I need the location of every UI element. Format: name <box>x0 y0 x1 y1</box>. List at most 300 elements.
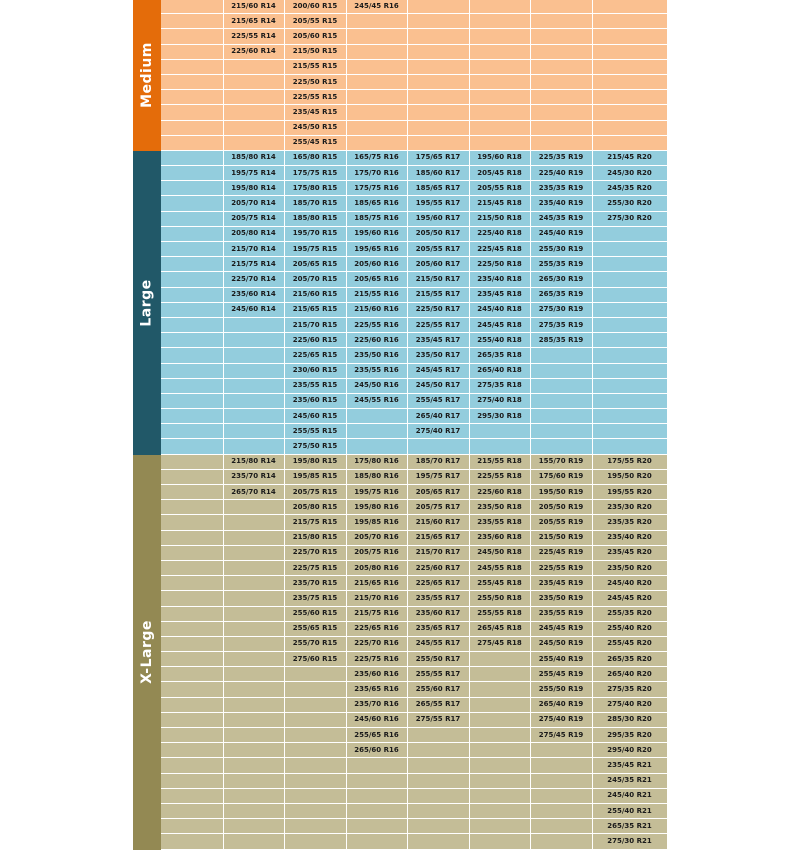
size-cell: 255/45 R20 <box>592 636 667 651</box>
size-cell <box>161 166 223 181</box>
size-cell <box>346 59 407 74</box>
size-cell: 265/35 R21 <box>592 819 667 834</box>
size-cell <box>346 29 407 44</box>
size-cell: 225/70 R15 <box>284 545 346 560</box>
size-cell: 245/40 R18 <box>469 302 530 317</box>
size-cell: 215/75 R15 <box>284 515 346 530</box>
size-cell: 245/60 R16 <box>346 712 407 727</box>
size-cell <box>530 44 592 59</box>
size-cell: 225/55 R18 <box>469 469 530 484</box>
size-cell: 265/35 R20 <box>592 652 667 667</box>
table-row <box>161 29 667 44</box>
size-cell: 195/50 R19 <box>530 485 592 500</box>
size-cell <box>469 697 530 712</box>
size-cell <box>346 424 407 439</box>
size-cell <box>161 636 223 651</box>
size-cell <box>530 348 592 363</box>
size-cell: 235/55 R19 <box>530 606 592 621</box>
size-cell: 235/45 R20 <box>592 545 667 560</box>
size-cell: 235/50 R17 <box>407 348 469 363</box>
size-cell: 205/55 R17 <box>407 242 469 257</box>
size-cell: 235/65 R16 <box>346 682 407 697</box>
table-row <box>161 834 667 849</box>
size-cell: 235/40 R19 <box>530 196 592 211</box>
size-cell <box>530 378 592 393</box>
size-cell <box>161 606 223 621</box>
size-cell: 175/75 R15 <box>284 166 346 181</box>
size-cell <box>284 834 346 849</box>
size-cell <box>161 74 223 89</box>
size-cell <box>592 333 667 348</box>
size-cell: 235/50 R20 <box>592 560 667 575</box>
size-cell <box>161 758 223 773</box>
size-cell <box>161 560 223 575</box>
size-cell <box>161 728 223 743</box>
size-cell: 215/80 R14 <box>223 455 284 470</box>
table-row <box>161 743 667 758</box>
size-cell <box>284 712 346 727</box>
size-cell <box>346 74 407 89</box>
table-row <box>161 196 667 211</box>
size-cell: 245/60 R15 <box>284 409 346 424</box>
size-cell: 275/40 R19 <box>530 712 592 727</box>
table-row <box>161 652 667 667</box>
table-row <box>161 105 667 120</box>
size-cell: 285/35 R19 <box>530 333 592 348</box>
table-row <box>161 0 667 14</box>
size-cell <box>161 485 223 500</box>
size-cell <box>469 424 530 439</box>
size-cell: 245/35 R19 <box>530 211 592 226</box>
size-cell: 245/45 R20 <box>592 591 667 606</box>
size-cell <box>161 545 223 560</box>
size-cell <box>407 788 469 803</box>
size-cell: 245/45 R16 <box>346 0 407 14</box>
size-grid <box>161 455 668 850</box>
size-cell <box>346 773 407 788</box>
size-cell <box>469 819 530 834</box>
size-cell: 215/65 R16 <box>346 576 407 591</box>
size-grid <box>161 151 668 455</box>
size-cell: 195/80 R14 <box>223 181 284 196</box>
size-cell <box>407 728 469 743</box>
size-cell: 235/60 R15 <box>284 393 346 408</box>
size-cell: 165/80 R15 <box>284 151 346 166</box>
size-cell <box>223 530 284 545</box>
size-cell: 255/60 R17 <box>407 682 469 697</box>
size-cell: 215/70 R17 <box>407 545 469 560</box>
size-cell <box>284 773 346 788</box>
size-cell: 285/30 R20 <box>592 712 667 727</box>
size-cell <box>161 393 223 408</box>
table-row <box>161 530 667 545</box>
size-cell <box>223 773 284 788</box>
size-cell: 205/50 R17 <box>407 226 469 241</box>
size-cell <box>530 743 592 758</box>
size-cell: 205/55 R18 <box>469 181 530 196</box>
size-cell: 235/40 R20 <box>592 530 667 545</box>
size-cell <box>469 758 530 773</box>
size-cell: 195/50 R20 <box>592 469 667 484</box>
size-cell <box>161 803 223 818</box>
table-row <box>161 697 667 712</box>
size-cell: 195/75 R16 <box>346 485 407 500</box>
size-cell <box>469 29 530 44</box>
size-cell <box>161 697 223 712</box>
size-cell: 195/75 R15 <box>284 242 346 257</box>
size-cell: 195/55 R17 <box>407 196 469 211</box>
size-cell: 275/40 R18 <box>469 393 530 408</box>
size-cell: 235/60 R18 <box>469 530 530 545</box>
size-cell <box>223 74 284 89</box>
size-cell: 205/65 R15 <box>284 257 346 272</box>
size-cell <box>223 424 284 439</box>
size-cell: 255/55 R18 <box>469 606 530 621</box>
size-cell: 235/35 R20 <box>592 515 667 530</box>
size-cell: 230/60 R15 <box>284 363 346 378</box>
size-cell: 185/80 R14 <box>223 151 284 166</box>
table-row <box>161 378 667 393</box>
size-cell <box>346 409 407 424</box>
size-cell: 225/55 R19 <box>530 560 592 575</box>
table-row <box>161 606 667 621</box>
size-cell <box>161 90 223 105</box>
size-cell <box>161 257 223 272</box>
size-cell: 245/55 R16 <box>346 393 407 408</box>
size-cell <box>530 803 592 818</box>
size-cell: 255/45 R18 <box>469 576 530 591</box>
size-cell: 255/40 R20 <box>592 621 667 636</box>
size-cell <box>592 409 667 424</box>
size-cell: 235/45 R17 <box>407 333 469 348</box>
size-cell: 255/45 R17 <box>407 393 469 408</box>
size-cell <box>592 120 667 135</box>
size-cell <box>469 44 530 59</box>
size-cell: 205/75 R14 <box>223 211 284 226</box>
table-row <box>161 560 667 575</box>
table-row <box>161 545 667 560</box>
size-cell: 225/40 R18 <box>469 226 530 241</box>
size-cell <box>346 758 407 773</box>
size-cell: 245/55 R18 <box>469 560 530 575</box>
size-cell <box>592 317 667 332</box>
table-row <box>161 226 667 241</box>
section-label: X-Large <box>139 620 156 684</box>
size-cell <box>223 591 284 606</box>
size-cell: 215/70 R15 <box>284 317 346 332</box>
size-cell <box>346 803 407 818</box>
size-cell <box>161 743 223 758</box>
size-cell <box>469 788 530 803</box>
size-cell: 215/75 R16 <box>346 606 407 621</box>
size-cell <box>223 621 284 636</box>
size-cell: 255/40 R18 <box>469 333 530 348</box>
size-cell <box>161 333 223 348</box>
table-row <box>161 272 667 287</box>
size-cell: 295/40 R20 <box>592 743 667 758</box>
size-cell <box>161 14 223 29</box>
size-cell <box>223 135 284 150</box>
size-cell <box>592 135 667 150</box>
size-cell: 245/45 R18 <box>469 317 530 332</box>
size-cell: 235/55 R18 <box>469 515 530 530</box>
size-cell <box>161 409 223 424</box>
size-cell <box>407 120 469 135</box>
size-cell: 235/55 R15 <box>284 378 346 393</box>
table-row <box>161 120 667 135</box>
table-row <box>161 302 667 317</box>
size-cell <box>161 469 223 484</box>
size-cell: 215/60 R14 <box>223 0 284 14</box>
size-cell <box>469 59 530 74</box>
size-cell <box>346 819 407 834</box>
size-cell: 275/55 R17 <box>407 712 469 727</box>
size-cell <box>407 803 469 818</box>
size-cell <box>284 803 346 818</box>
table-row <box>161 485 667 500</box>
table-row <box>161 788 667 803</box>
size-cell: 235/30 R20 <box>592 500 667 515</box>
size-cell: 205/80 R15 <box>284 500 346 515</box>
size-cell <box>469 120 530 135</box>
size-cell <box>592 29 667 44</box>
size-cell: 225/50 R17 <box>407 302 469 317</box>
size-cell <box>530 393 592 408</box>
size-cell <box>161 576 223 591</box>
size-cell: 235/60 R16 <box>346 667 407 682</box>
table-row <box>161 44 667 59</box>
table-row <box>161 181 667 196</box>
size-cell: 165/75 R16 <box>346 151 407 166</box>
size-cell: 275/35 R18 <box>469 378 530 393</box>
size-cell <box>161 44 223 59</box>
size-cell <box>469 652 530 667</box>
size-cell <box>161 135 223 150</box>
size-cell <box>469 803 530 818</box>
size-cell: 225/65 R17 <box>407 576 469 591</box>
size-cell <box>530 834 592 849</box>
size-cell: 235/60 R17 <box>407 606 469 621</box>
size-cell: 215/65 R17 <box>407 530 469 545</box>
size-cell <box>346 90 407 105</box>
size-cell <box>407 135 469 150</box>
size-cell: 235/65 R17 <box>407 621 469 636</box>
table-row <box>161 348 667 363</box>
size-cell: 185/75 R16 <box>346 211 407 226</box>
table-row <box>161 682 667 697</box>
size-cell: 185/60 R17 <box>407 166 469 181</box>
size-cell: 235/50 R16 <box>346 348 407 363</box>
table-row <box>161 14 667 29</box>
size-cell: 205/60 R16 <box>346 257 407 272</box>
size-cell <box>223 728 284 743</box>
size-cell <box>161 348 223 363</box>
size-cell <box>592 257 667 272</box>
size-cell <box>407 0 469 14</box>
size-cell: 225/50 R15 <box>284 74 346 89</box>
size-cell <box>346 135 407 150</box>
size-cell <box>592 424 667 439</box>
size-cell <box>223 652 284 667</box>
size-cell <box>407 90 469 105</box>
section-large <box>133 151 667 455</box>
size-cell: 225/60 R16 <box>346 333 407 348</box>
table-row <box>161 393 667 408</box>
size-cell: 185/80 R16 <box>346 469 407 484</box>
size-cell: 195/60 R16 <box>346 226 407 241</box>
size-cell: 255/40 R21 <box>592 803 667 818</box>
section-xlarge <box>133 455 667 850</box>
size-cell <box>161 151 223 166</box>
size-cell: 265/40 R18 <box>469 363 530 378</box>
size-cell <box>223 788 284 803</box>
size-cell: 225/75 R16 <box>346 652 407 667</box>
size-cell <box>284 697 346 712</box>
size-cell <box>592 242 667 257</box>
size-cell <box>284 819 346 834</box>
size-cell: 295/30 R18 <box>469 409 530 424</box>
size-cell <box>346 120 407 135</box>
size-cell: 235/45 R18 <box>469 287 530 302</box>
size-cell <box>161 515 223 530</box>
size-cell: 215/55 R15 <box>284 59 346 74</box>
section-medium <box>133 0 667 151</box>
size-cell <box>530 29 592 44</box>
size-cell <box>469 439 530 454</box>
size-cell: 265/30 R19 <box>530 272 592 287</box>
size-cell: 255/35 R19 <box>530 257 592 272</box>
size-cell <box>161 667 223 682</box>
size-cell <box>223 576 284 591</box>
size-cell: 255/50 R17 <box>407 652 469 667</box>
table-row <box>161 409 667 424</box>
size-cell <box>161 196 223 211</box>
size-cell: 205/75 R15 <box>284 485 346 500</box>
size-cell <box>161 652 223 667</box>
size-cell: 255/30 R20 <box>592 196 667 211</box>
size-cell: 215/55 R16 <box>346 287 407 302</box>
table-row <box>161 333 667 348</box>
size-cell: 155/70 R19 <box>530 455 592 470</box>
size-cell <box>161 363 223 378</box>
table-row <box>161 242 667 257</box>
size-cell <box>161 29 223 44</box>
size-cell <box>161 226 223 241</box>
size-cell: 215/45 R18 <box>469 196 530 211</box>
size-cell: 255/50 R19 <box>530 682 592 697</box>
size-cell: 175/60 R19 <box>530 469 592 484</box>
size-cell: 225/75 R15 <box>284 560 346 575</box>
size-cell <box>592 105 667 120</box>
size-cell <box>161 120 223 135</box>
table-row <box>161 819 667 834</box>
table-row <box>161 591 667 606</box>
size-cell: 205/75 R17 <box>407 500 469 515</box>
size-cell <box>223 697 284 712</box>
size-cell: 195/60 R17 <box>407 211 469 226</box>
size-cell: 205/70 R14 <box>223 196 284 211</box>
size-cell: 200/60 R15 <box>284 0 346 14</box>
size-cell: 275/45 R18 <box>469 636 530 651</box>
size-cell <box>284 682 346 697</box>
size-cell: 225/55 R17 <box>407 317 469 332</box>
size-cell: 225/70 R16 <box>346 636 407 651</box>
section-label-cell <box>133 0 161 151</box>
size-cell: 255/60 R15 <box>284 606 346 621</box>
size-cell <box>161 211 223 226</box>
size-cell: 185/70 R17 <box>407 455 469 470</box>
size-cell: 235/50 R19 <box>530 591 592 606</box>
size-cell <box>161 834 223 849</box>
size-cell: 185/65 R17 <box>407 181 469 196</box>
size-cell <box>469 14 530 29</box>
size-cell: 175/55 R20 <box>592 455 667 470</box>
size-cell <box>592 393 667 408</box>
size-cell: 205/70 R16 <box>346 530 407 545</box>
table-row <box>161 317 667 332</box>
size-cell: 245/30 R20 <box>592 166 667 181</box>
size-cell <box>530 363 592 378</box>
size-cell <box>530 0 592 14</box>
tire-size-table <box>133 0 667 850</box>
size-cell: 215/55 R17 <box>407 287 469 302</box>
size-cell: 275/60 R15 <box>284 652 346 667</box>
size-cell: 215/70 R16 <box>346 591 407 606</box>
size-cell: 295/35 R20 <box>592 728 667 743</box>
size-cell <box>530 59 592 74</box>
size-cell: 245/35 R20 <box>592 181 667 196</box>
size-cell: 255/30 R19 <box>530 242 592 257</box>
size-cell <box>223 348 284 363</box>
size-cell: 215/80 R15 <box>284 530 346 545</box>
size-cell: 245/35 R21 <box>592 773 667 788</box>
size-cell <box>407 44 469 59</box>
table-row <box>161 74 667 89</box>
size-cell <box>223 545 284 560</box>
size-cell: 245/50 R18 <box>469 545 530 560</box>
size-cell: 215/50 R15 <box>284 44 346 59</box>
size-cell <box>223 105 284 120</box>
size-cell: 235/70 R16 <box>346 697 407 712</box>
size-cell: 205/60 R15 <box>284 29 346 44</box>
size-cell: 265/35 R19 <box>530 287 592 302</box>
table-row <box>161 59 667 74</box>
size-cell: 255/55 R17 <box>407 667 469 682</box>
size-cell <box>161 500 223 515</box>
size-cell <box>161 712 223 727</box>
size-cell: 275/30 R19 <box>530 302 592 317</box>
size-cell: 265/40 R20 <box>592 667 667 682</box>
size-cell: 205/65 R16 <box>346 272 407 287</box>
size-cell <box>530 424 592 439</box>
size-cell: 225/65 R15 <box>284 348 346 363</box>
size-cell: 175/80 R16 <box>346 455 407 470</box>
size-cell <box>223 515 284 530</box>
size-cell: 265/35 R18 <box>469 348 530 363</box>
size-cell <box>346 14 407 29</box>
size-cell: 185/65 R16 <box>346 196 407 211</box>
size-cell: 225/50 R18 <box>469 257 530 272</box>
size-cell <box>592 287 667 302</box>
size-cell <box>161 621 223 636</box>
size-cell: 275/45 R19 <box>530 728 592 743</box>
size-cell: 255/65 R16 <box>346 728 407 743</box>
size-cell <box>592 44 667 59</box>
table-row <box>161 363 667 378</box>
size-cell <box>161 439 223 454</box>
size-cell <box>161 788 223 803</box>
size-cell: 245/40 R21 <box>592 788 667 803</box>
